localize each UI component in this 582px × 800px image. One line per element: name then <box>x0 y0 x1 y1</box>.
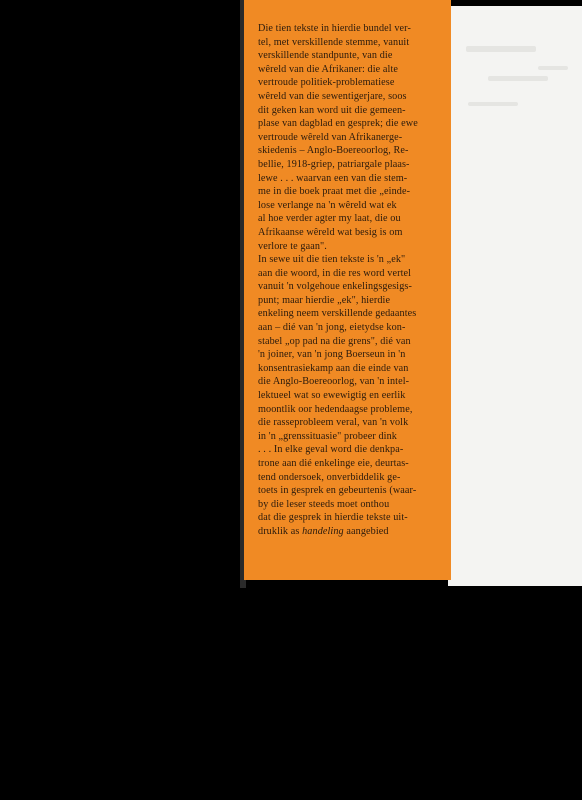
text-line: verlore te gaan". <box>258 240 327 252</box>
text-line: Die tien tekste in hierdie bundel ver- <box>258 23 411 34</box>
text-line: die rasseprobleem veral, van 'n volk <box>258 417 409 429</box>
text-line: bellie, 1918-griep, patriargale plaas- <box>258 158 410 170</box>
page-smudge <box>468 102 518 106</box>
text-line-last <box>258 525 448 539</box>
page-smudge <box>466 46 536 52</box>
blurb-paragraph-1 <box>258 22 448 253</box>
text-line: tel, met verskillende stemme, vanuit <box>258 36 410 48</box>
text-line: In sewe uit die tien tekste is 'n „ek" <box>258 254 406 266</box>
text-line: toets in gesprek en gebeurtenis (waar- <box>258 485 417 497</box>
text-line: me in die boek praat met die „einde- <box>258 186 411 198</box>
flap-blurb-text <box>258 22 448 539</box>
blurb-paragraph-2 <box>258 253 448 538</box>
text-line: enkeling neem verskillende gedaantes <box>258 308 417 320</box>
last-line-suffix: aangebied <box>343 525 389 537</box>
text-line: tend ondersoek, onverbiddelik ge- <box>258 471 401 483</box>
text-line: vertroude wêreld van Afrikanerge- <box>258 131 403 143</box>
last-line-prefix: druklik as <box>258 525 303 537</box>
adjacent-white-page <box>448 6 582 586</box>
text-line: skiedenis – Anglo-Boereoorlog, Re- <box>258 145 409 157</box>
text-line: stabel „op pad na die grens", dié van <box>258 335 411 347</box>
text-line: Afrikaanse wêreld wat besig is om <box>258 226 403 238</box>
text-line: lose verlange na 'n wêreld wat ek <box>258 199 397 211</box>
text-line: trone aan dié enkelinge eie, deurtas- <box>258 458 409 469</box>
text-line: dat die gesprek in hierdie tekste uit- <box>258 512 408 524</box>
text-line: moontlik oor hedendaagse probleme, <box>258 403 413 415</box>
text-line: plase van dagblad en gesprek; die ewe <box>258 118 418 130</box>
text-line: aan – dié van 'n jong, eietydse kon- <box>258 322 406 334</box>
text-line: in 'n „grenssituasie" probeer dink <box>258 430 397 442</box>
text-line: verskillende standpunte, van die <box>258 50 393 62</box>
page-smudge <box>488 76 548 81</box>
text-line: punt; maar hierdie „ek", hierdie <box>258 294 391 306</box>
text-line: die Anglo-Boereoorlog, van 'n intel- <box>258 376 410 388</box>
text-line: 'n joiner, van 'n jong Boerseun in 'n <box>258 349 406 361</box>
text-line: aan die woord, in die res word vertel <box>258 267 412 279</box>
text-line: lewe . . . waarvan een van die stem- <box>258 172 408 184</box>
text-line: konsentrasiekamp aan die einde van <box>258 362 409 374</box>
text-line: vanuit 'n volgehoue enkelingsgesigs- <box>258 281 412 293</box>
text-line: wêreld van die Afrikaner: die alte <box>258 63 399 75</box>
text-line: dit geken kan word uit die gemeen- <box>258 104 406 116</box>
last-line-emphasis: handeling <box>302 525 344 537</box>
text-line: lektueel wat so ewewigtig en eerlik <box>258 390 406 402</box>
page-smudge <box>538 66 568 70</box>
text-line: . . . In elke geval word die denkpa- <box>258 444 404 456</box>
text-line: vertroude politiek-problematiese <box>258 77 395 89</box>
text-line: wêreld van die sewentigerjare, soos <box>258 90 407 102</box>
text-line: by die leser steeds moet onthou <box>258 498 390 510</box>
text-line: al hoe verder agter my laat, die ou <box>258 213 401 225</box>
